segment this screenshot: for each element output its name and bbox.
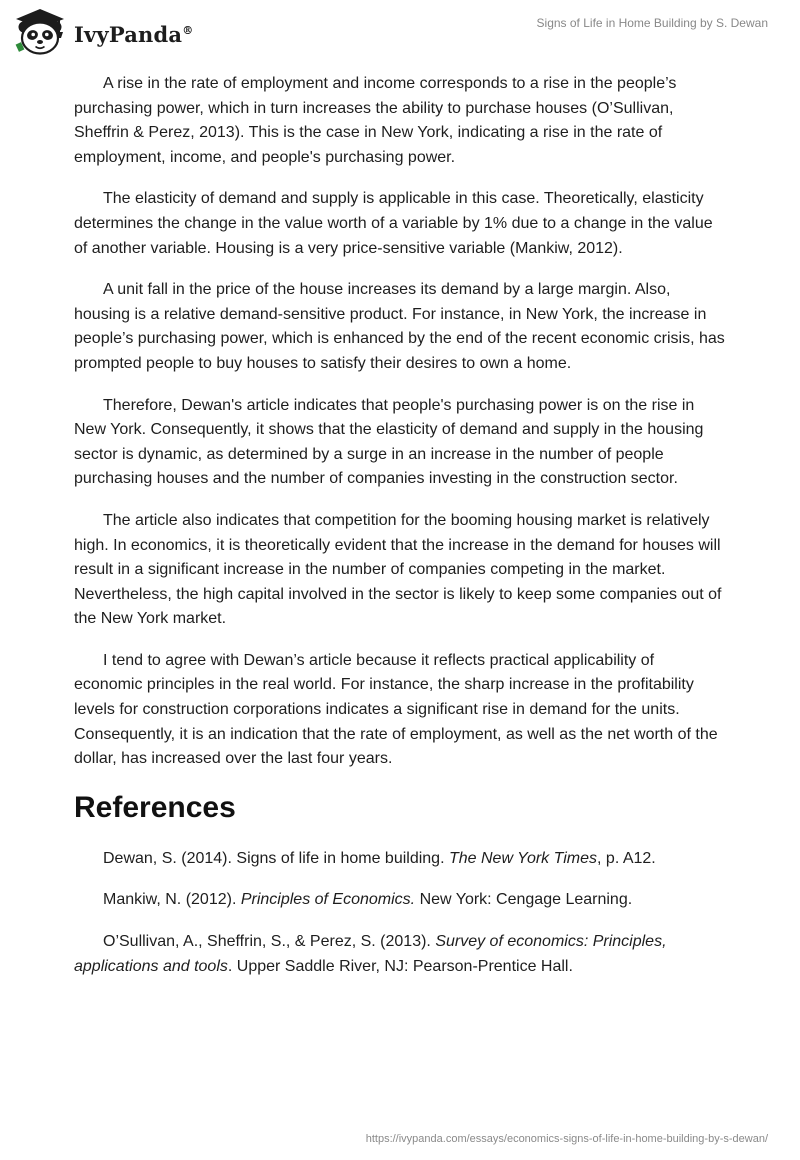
document-title: Signs of Life in Home Building by S. Dewan xyxy=(536,16,768,30)
reference-item: Mankiw, N. (2012). Principles of Economics. New York: Cengage Learning. xyxy=(103,891,633,909)
references-heading: References xyxy=(74,790,236,824)
body-paragraph: The elasticity of demand and supply is applicable in this case. Theoretically, elasticity determines the change in the value worth of a variable by 1% due to a change in the value of another variable. Housing is a very price-sensitive variable (Mankiw, 2012). xyxy=(74,190,713,257)
panda-graduate-icon xyxy=(14,7,66,57)
source-url[interactable]: https://ivypanda.com/essays/economics-signs-of-life-in-home-building-by-s-dewan/ xyxy=(365,1133,768,1145)
ivypanda-logo[interactable] xyxy=(14,7,193,57)
reference-item: O’Sullivan, A., Sheffrin, S., & Perez, S. (2013). Survey of economics: Principles, applications and tools. Upper Saddle River, NJ: Pearson-Prentice Hall. xyxy=(74,933,667,975)
reference-item: Dewan, S. (2014). Signs of life in home building. The New York Times, p. A12. xyxy=(103,849,656,867)
essay-content xyxy=(74,72,726,996)
page-header xyxy=(0,0,800,62)
body-paragraph: I tend to agree with Dewan’s article because it reflects practical applicability of economic principles in the real world. For instance, the sharp increase in the profitability levels for construction corporations indicates a significant rise in demand for the units. Consequently, it is an indication that the rate of employment, as well as the net worth of the dollar, has increased over the last four years. xyxy=(74,651,718,768)
body-paragraph: Therefore, Dewan's article indicates that people's purchasing power is on the rise in New York. Consequently, it shows that the elasticity of demand and supply in the housing sector is dynamic, as determined by a surge in an increase in the number of people purchasing houses and the number of companies investing in the construction sector. xyxy=(74,396,704,488)
body-paragraph: A rise in the rate of employment and income corresponds to a rise in the people’s purchasing power, which in turn increases the ability to purchase houses (O’Sullivan, Sheffrin & Perez, 2013). This is the case in New York, indicating a rise in the rate of employment, income, and people's purchasing power. xyxy=(74,75,677,166)
body-paragraph: The article also indicates that competition for the booming housing market is relatively high. In economics, it is theoretically evident that the increase in the demand for houses will result in a significant increase in the number of companies competing in the market. Nevertheless, the high capital involved in the sector is likely to keep some companies out of the New York market. xyxy=(74,511,722,628)
logo-wordmark: IvyPanda® xyxy=(74,21,194,47)
body-paragraph: A unit fall in the price of the house increases its demand by a large margin. Also, housing is a relative demand-sensitive product. For instance, in New York, the increase in people’s purchasing power, which is enhanced by the end of the recent economic crisis, has prompted people to buy houses to satisfy their desires to own a home. xyxy=(74,281,725,372)
registered-mark: ® xyxy=(182,23,194,37)
